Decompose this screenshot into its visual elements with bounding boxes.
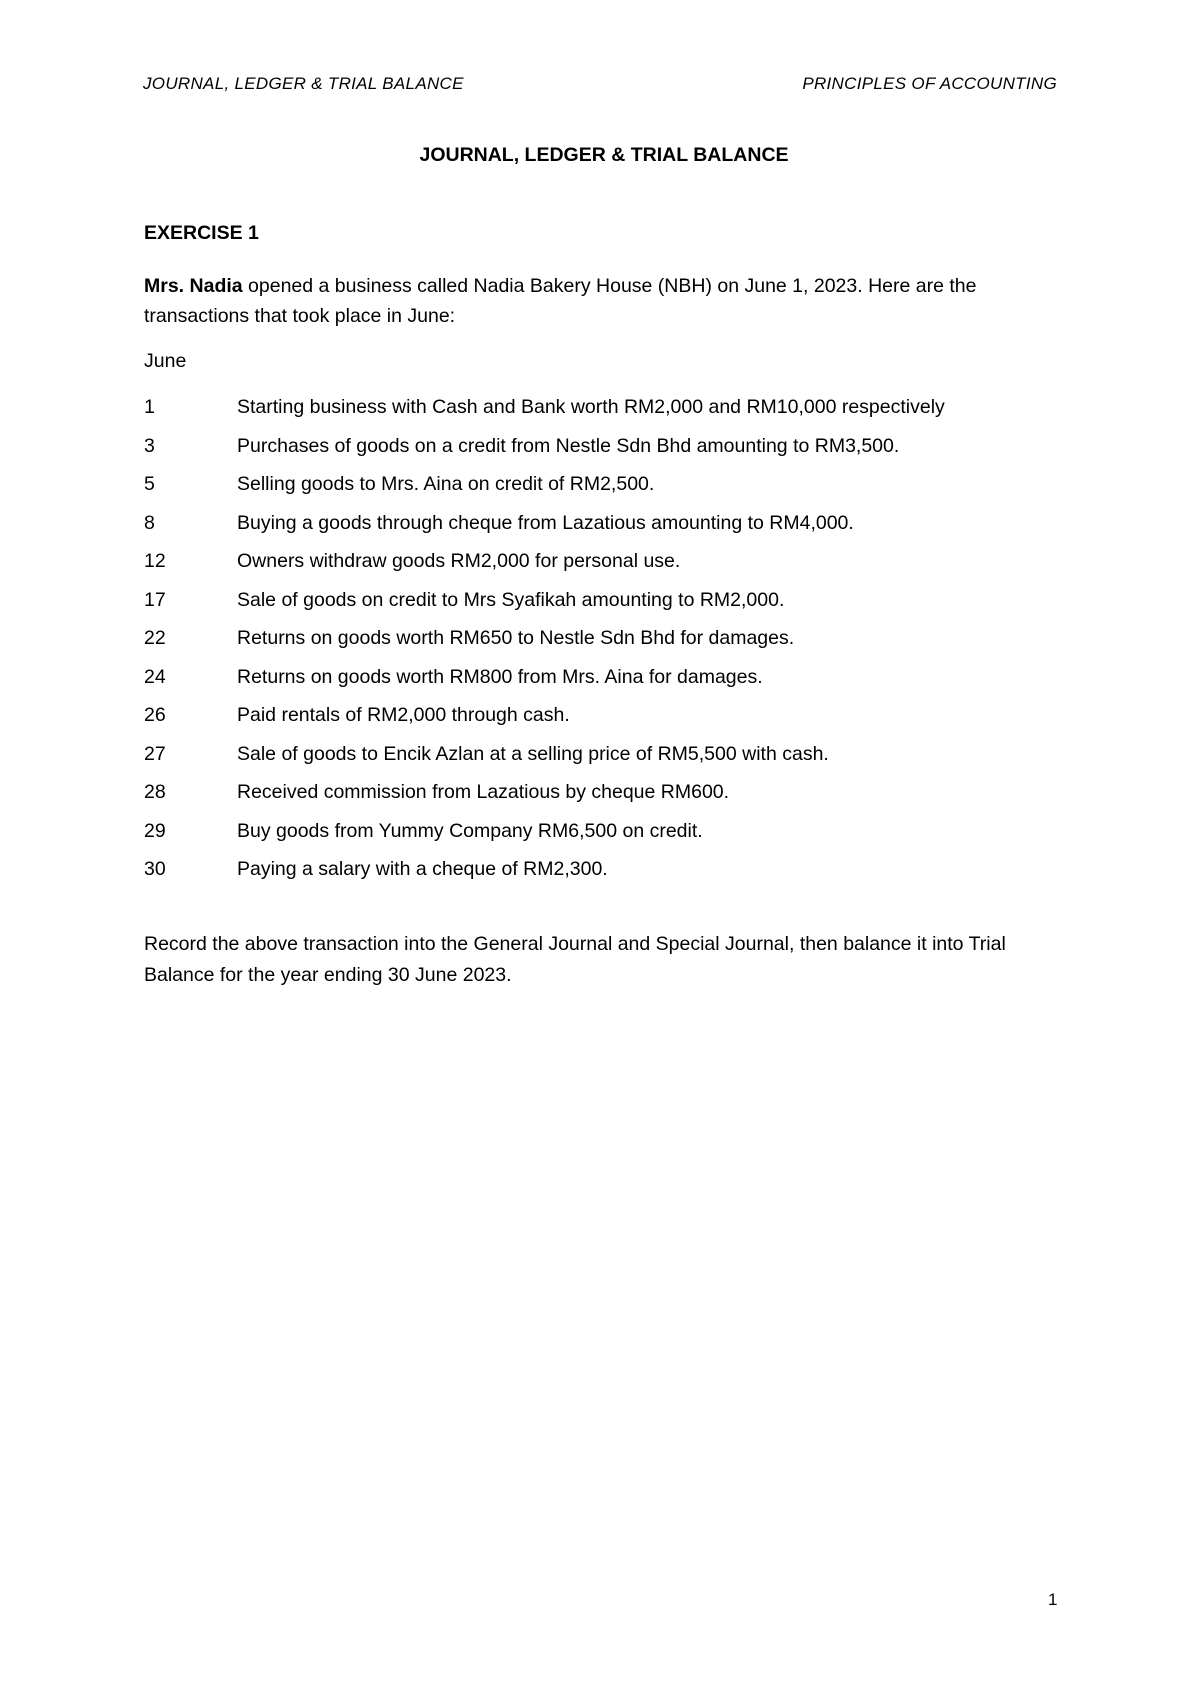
exercise-heading: EXERCISE 1 <box>144 222 259 244</box>
month-label: June <box>144 350 187 372</box>
transaction-day: 1 <box>144 396 155 418</box>
transaction-description: Paid rentals of RM2,000 through cash. <box>237 704 570 726</box>
transaction-description: Sale of goods to Encik Azlan at a selling price of RM5,500 with cash. <box>237 742 829 765</box>
transaction-row <box>144 626 1064 665</box>
transaction-description: Starting business with Cash and Bank worth RM2,000 and RM10,000 respectively <box>237 396 945 418</box>
transaction-day: 12 <box>144 550 166 572</box>
transaction-row <box>144 511 1064 550</box>
transaction-row <box>144 780 1064 819</box>
transaction-row <box>144 665 1064 704</box>
transaction-day: 3 <box>144 434 155 457</box>
transaction-day: 24 <box>144 665 166 688</box>
intro-paragraph <box>144 271 1064 331</box>
transaction-day: 30 <box>144 858 166 880</box>
transaction-description: Paying a salary with a cheque of RM2,300. <box>237 858 608 880</box>
document-body <box>144 143 1064 986</box>
page-number: 1 <box>1048 1590 1058 1609</box>
document-title: JOURNAL, LEDGER & TRIAL BALANCE <box>419 144 789 166</box>
transaction-description: Purchases of goods on a credit from Nestle Sdn Bhd amounting to RM3,500. <box>237 434 900 457</box>
transaction-day: 8 <box>144 511 155 534</box>
transaction-row <box>144 472 1064 511</box>
instruction-paragraph: Record the above transaction into the General Journal and Special Journal, then balance it into Trial Balance for the year ending 30 June 2023. <box>144 933 1006 986</box>
transaction-description: Returns on goods worth RM650 to Nestle Sdn Bhd for damages. <box>237 627 795 649</box>
intro-name: Mrs. Nadia <box>144 275 243 297</box>
intro-text: opened a business called Nadia Bakery House (NBH) on June 1, 2023. Here are the transactions that took place in June: <box>144 275 977 327</box>
transaction-description: Received commission from Lazatious by cheque RM600. <box>237 781 730 803</box>
transaction-day: 5 <box>144 473 155 495</box>
transaction-row <box>144 703 1064 742</box>
transaction-row <box>144 857 1064 896</box>
transaction-day: 22 <box>144 627 166 649</box>
transaction-row <box>144 395 1064 434</box>
transaction-description: Buying a goods through cheque from Lazatious amounting to RM4,000. <box>237 511 854 534</box>
header-left-title: JOURNAL, LEDGER & TRIAL BALANCE <box>143 74 464 93</box>
transaction-row <box>144 434 1064 473</box>
transaction-row <box>144 819 1064 858</box>
transaction-description: Returns on goods worth RM800 from Mrs. Aina for damages. <box>237 665 763 688</box>
header-right-subject: PRINCIPLES OF ACCOUNTING <box>802 74 1057 93</box>
transaction-day: 27 <box>144 742 166 765</box>
transaction-day: 17 <box>144 588 166 611</box>
transaction-list <box>144 395 1064 896</box>
transaction-day: 29 <box>144 819 166 842</box>
transaction-description: Sale of goods on credit to Mrs Syafikah amounting to RM2,000. <box>237 588 785 611</box>
transaction-row <box>144 742 1064 781</box>
transaction-row <box>144 588 1064 627</box>
transaction-row <box>144 549 1064 588</box>
running-header <box>143 74 1057 94</box>
transaction-description: Buy goods from Yummy Company RM6,500 on credit. <box>237 819 703 842</box>
transaction-day: 28 <box>144 781 166 803</box>
transaction-description: Owners withdraw goods RM2,000 for personal use. <box>237 550 681 572</box>
transaction-day: 26 <box>144 704 166 726</box>
transaction-description: Selling goods to Mrs. Aina on credit of RM2,500. <box>237 473 655 495</box>
